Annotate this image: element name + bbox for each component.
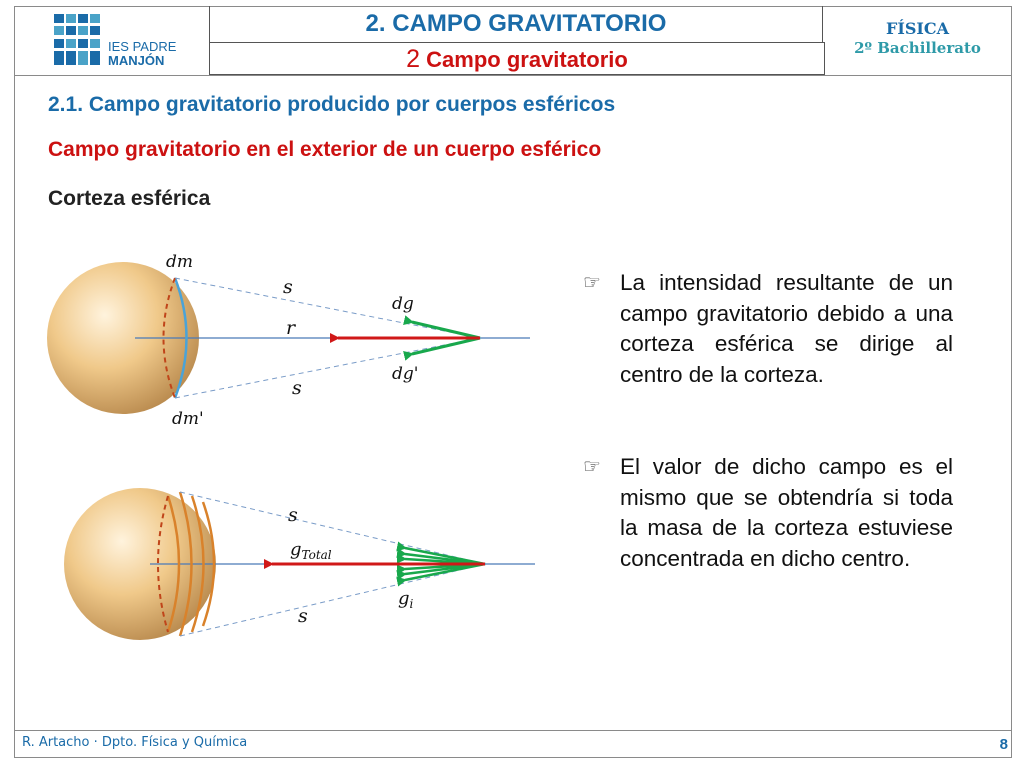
label-s-top-two: s xyxy=(288,504,298,526)
label-s-bottom-two: s xyxy=(298,605,308,627)
distance-line-bottom xyxy=(175,338,480,398)
diagram-two xyxy=(64,488,535,640)
pointing-hand-icon: ☞ xyxy=(583,456,601,478)
label-s-bottom-one: s xyxy=(292,377,302,399)
bullet-one-text: La intensidad resultante de un campo gravitatorio debido a una corteza esférica se dirige al centro de la corteza. xyxy=(620,270,953,387)
title-box xyxy=(209,6,823,43)
bullet-one xyxy=(583,268,953,390)
label-s-top-one: s xyxy=(283,276,293,298)
label-r: r xyxy=(286,317,296,339)
footer-author: R. Artacho · Dpto. Física y Química xyxy=(22,735,248,750)
logo-icon xyxy=(14,6,210,75)
topic-heading: Corteza esférica xyxy=(48,187,211,210)
logo-text-line2: MANJÓN xyxy=(108,53,165,68)
distance-line-top-two xyxy=(180,492,485,564)
shell-field-diagram xyxy=(40,240,560,650)
label-g-total: $g_{Total}$ xyxy=(290,539,332,562)
pointing-hand-icon: ☞ xyxy=(583,272,601,294)
subtitle-number: 2 xyxy=(406,45,421,73)
section-heading: 2.1. Campo gravitatorio producido por cuerpos esféricos xyxy=(48,93,616,116)
label-dg-prime: dg' xyxy=(392,364,419,384)
label-g-i: $g_i$ xyxy=(398,588,414,611)
label-dg: dg xyxy=(392,294,414,314)
diagram-one xyxy=(47,252,530,429)
subject-label: FÍSICA xyxy=(885,19,950,38)
bullet-two xyxy=(583,452,953,574)
logo-text-line1: IES PADRE xyxy=(108,39,177,54)
footer-divider xyxy=(14,730,1012,731)
distance-line-top xyxy=(175,278,480,338)
subject-box xyxy=(823,6,1012,75)
label-dm: dm xyxy=(166,252,194,272)
page-number: 8 xyxy=(999,736,1008,753)
dg-prime-arrow xyxy=(412,338,480,354)
bullet-two-text: El valor de dicho campo es el mismo que se obtendría si toda la masa de la corteza estuviese concentrada en dicho centro. xyxy=(620,454,953,571)
dg-arrow xyxy=(412,322,480,338)
slide-title: 2. CAMPO GRAVITATORIO xyxy=(365,10,667,37)
subtitle-box xyxy=(209,42,825,75)
course-label: 2º Bachillerato xyxy=(854,39,981,57)
distance-line-bottom-two xyxy=(180,564,485,636)
label-dm-prime: dm' xyxy=(172,409,204,429)
subtitle-text: Campo gravitatorio xyxy=(426,47,628,72)
section-subheading: Campo gravitatorio en el exterior de un cuerpo esférico xyxy=(48,138,602,161)
slide-subtitle xyxy=(210,43,824,76)
school-logo xyxy=(14,6,210,75)
